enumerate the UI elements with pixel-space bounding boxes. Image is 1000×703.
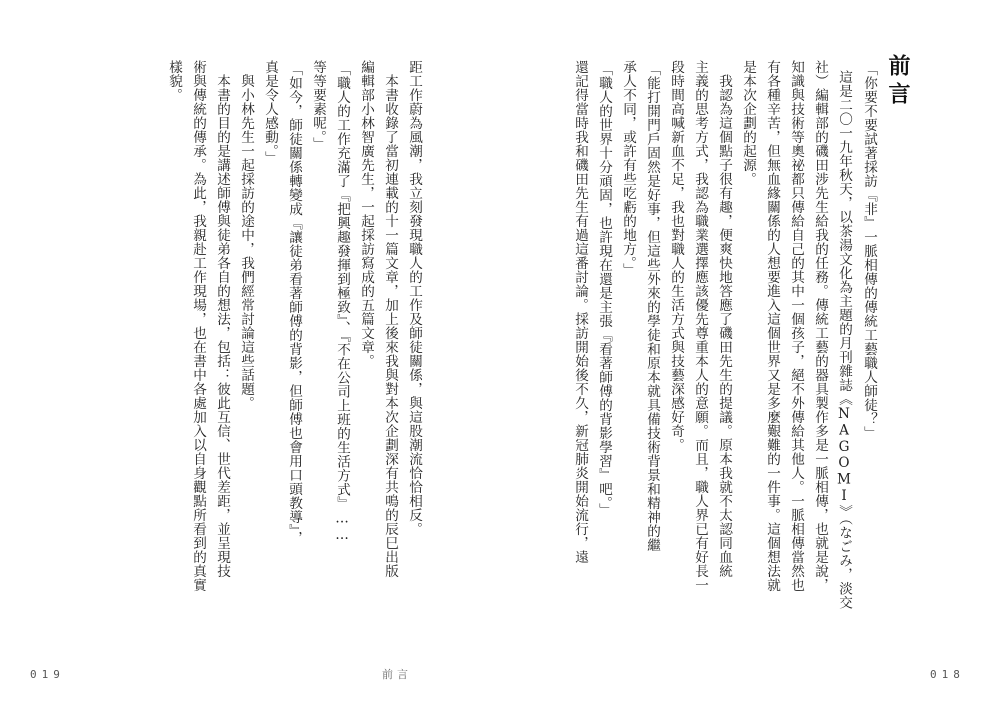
text-column: 承人不同，或許有些吃虧的地方。」 <box>620 60 636 278</box>
text-column: 本書的目的是講述師傅與徒弟各自的想法，包括：彼此互信、世代差距，並呈現技 <box>214 74 230 578</box>
text-column: 「能打開門戶固然是好事，但這些外來的學徒和原本就具備技術背景和精神的繼 <box>644 62 660 552</box>
text-column: 我認為這個點子很有趣，便爽快地答應了磯田先生的提議。原本我就不太認同血統 <box>716 74 732 578</box>
text-column: 知識與技術等奧祕都只傳給自己的其中一個孩子，絕不外傳給其他人。一脈相傳當然也 <box>788 60 804 592</box>
text-column: 是本次企劃的起源。 <box>740 60 756 186</box>
chapter-title: 前言 <box>885 54 911 110</box>
text-column: 「職人的世界十分頑固，也許現在還是主張『看著師傅的背影學習』吧。」 <box>596 62 612 518</box>
right-page <box>500 0 1000 703</box>
text-column: 還記得當時我和磯田先生有過這番討論。採訪開始後不久，新冠肺炎開始流行，遠 <box>572 60 588 564</box>
text-column: 「你要不要試著採訪『非』一脈相傳的傳統工藝職人師徒？」 <box>861 62 877 440</box>
text-column: 「如今，師徒關係轉變成『讓徒弟看著師傅的背影，但師傅也會用口頭教導』， <box>286 62 302 546</box>
text-column: 等等要素呢。」 <box>310 60 326 152</box>
page-number: 018 <box>930 668 965 681</box>
text-column: 段時間高喊新血不足，我也對職人的生活方式與技藝深感好奇。 <box>668 60 684 452</box>
text-column: 這是二〇一九年秋天，以茶湯文化為主題的月刊雜誌《NAGOMI》（なごみ，淡交 <box>836 70 852 610</box>
text-column: 「職人的工作充滿了『把興趣發揮到極致』、『不在公司上班的生活方式』…… <box>334 62 350 544</box>
text-column: 本書收錄了當初連載的十一篇文章，加上後來我與對本次企劃深有共鳴的辰巳出版 <box>382 74 398 578</box>
text-column: 與小林先生一起採訪的途中，我們經常討論這些話題。 <box>238 74 254 410</box>
text-column: 術與傳統的傳承。為此，我親赴工作現場，也在書中各處加入以自身觀點所看到的真實 <box>190 60 206 592</box>
running-head: 前言 <box>382 668 412 681</box>
text-column: 編輯部小林智廣先生，一起採訪寫成的五篇文章。 <box>358 60 374 368</box>
text-column: 社）編輯部的磯田涉先生給我的任務。傳統工藝的器具製作多是一脈相傳，也就是說， <box>812 60 828 592</box>
text-column: 距工作蔚為風潮，我立刻發現職人的工作及師徒關係，與這股潮流恰恰相反。 <box>406 60 422 536</box>
text-column: 主義的思考方式，我認為職業選擇應該優先尊重本人的意願。而且，職人界已有好長一 <box>692 60 708 592</box>
text-column: 真是令人感動。」 <box>262 60 278 166</box>
page-number: 019 <box>30 668 65 681</box>
text-column: 樣貌。 <box>166 60 182 102</box>
text-column: 有各種辛苦，但無血緣關係的人想要進入這個世界又是多麼艱難的一件事。這個想法就 <box>764 60 780 592</box>
